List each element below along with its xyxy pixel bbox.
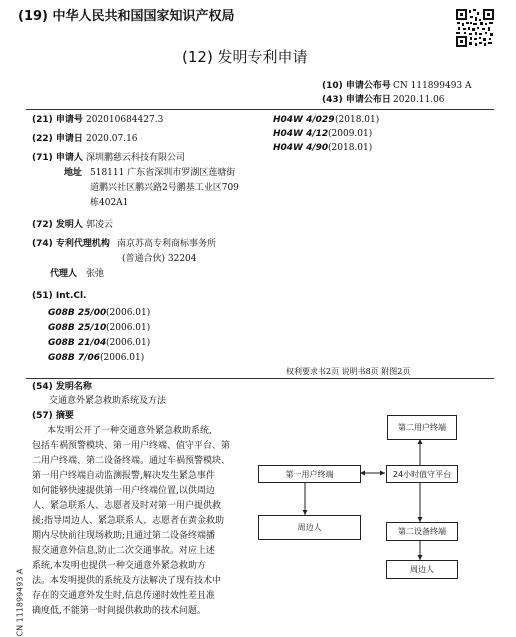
address-label: 地址 — [64, 168, 83, 178]
document-type: (12) 发明专利申请 — [182, 48, 308, 66]
abstract-line: 法。本发明提供的系统及方法解决了现有技术中 — [32, 576, 222, 586]
pub-no: CN 111899493 A — [393, 81, 472, 91]
diagram-box-second-device-terminal: 第二设备终端 — [386, 522, 458, 541]
address-line: 道鹏兴社区鹏兴路2号鹏基工业区709 — [90, 183, 239, 193]
abstract-label: (57) 摘要 — [32, 411, 74, 421]
address-line: 518111 广东省深圳市罗湖区莲塘街 — [90, 168, 236, 178]
ipc-year: (2018.01) — [335, 115, 380, 125]
diagram-box-nearby-people-2: 周边人 — [386, 560, 458, 579]
abstract-line: 确度低,不能第一时间提供救助的技术问题。 — [32, 606, 206, 616]
intcl-label: (51) Int.Cl. — [32, 291, 87, 301]
app-no: 202010684427.3 — [86, 115, 164, 125]
pub-no-label: (10) 申请公布号 — [322, 81, 391, 91]
ipc-code: H04W 4/029 — [273, 115, 335, 125]
ipc-year: (2018.01) — [328, 143, 373, 153]
ipc-code: H04W 4/90 — [273, 143, 329, 153]
abstract-line: 存在的交通意外发生时,信息传递时效性差且准 — [32, 591, 215, 601]
abstract-line: 第一用户终端自动监测报警,解决发生紧急事件 — [32, 471, 215, 481]
intcl-code: G08B 21/04 — [48, 338, 107, 348]
pub-date-label: (43) 申请公布日 — [322, 95, 391, 105]
diagram-box-nearby-people: 周边人 — [258, 515, 361, 540]
address-line: 栋402A1 — [90, 198, 129, 208]
abstract-line: 包括车祸预警模块、第一用户终端、值守平台、第 — [32, 441, 231, 451]
intcl-code: G08B 25/10 — [48, 323, 107, 333]
intcl-year: (2006.01) — [106, 323, 151, 333]
inventor: 郭凌云 — [86, 220, 114, 230]
invention-name-label: (54) 发明名称 — [32, 382, 92, 392]
abstract-line: 人、紧急联系人、志愿者及时对第一用户提供救 — [32, 501, 222, 511]
agent: 张弛 — [86, 269, 105, 279]
office-title: (19) 中华人民共和国国家知识产权局 — [18, 9, 235, 24]
abstract-line: 如何能够快速提供第一用户终端位置,以供周边 — [32, 486, 215, 496]
ipc-code: H04W 4/12 — [273, 129, 329, 139]
intcl-code: G08B 7/06 — [48, 353, 100, 363]
abstract-line: 二用户终端、第二设备终端。通过车祸预警模块、 — [32, 456, 231, 466]
diagram-box-first-user-terminal: 第一用户终端 — [258, 465, 361, 483]
diagram-box-duty-platform: 24小时值守平台 — [386, 465, 458, 483]
abstract-line: 本发明公开了一种交通意外紧急救助系统, — [47, 426, 212, 436]
ipc-year: (2009.01) — [328, 129, 373, 139]
side-pub-number: CN 111899493 A — [15, 568, 25, 637]
intcl-code: G08B 25/00 — [48, 308, 107, 318]
inventor-label: (72) 发明人 — [32, 220, 83, 230]
pub-date: 2020.11.06 — [393, 95, 445, 105]
agency-line: (普通合伙) 32204 — [122, 254, 197, 264]
intcl-year: (2006.01) — [106, 308, 151, 318]
applicant-label: (71) 申请人 — [32, 153, 83, 163]
agent-label: 代理人 — [50, 269, 78, 279]
abstract-line: 援;指导周边人、紧急联系人、志愿者在黄金救助 — [32, 516, 225, 526]
agency-label: (74) 专利代理机构 — [32, 239, 110, 249]
diagram-box-second-user-terminal: 第二用户终端 — [387, 415, 457, 440]
intcl-year: (2006.01) — [106, 338, 151, 348]
applicant: 深圳鹏慈云科技有限公司 — [86, 153, 186, 163]
agency-line: 南京苏高专利商标事务所 — [117, 239, 217, 249]
abstract-line: 系统,本发明也提供一种交通意外紧急救助方 — [32, 561, 206, 571]
invention-name: 交通意外紧急救助系统及方法 — [49, 396, 167, 406]
abstract-line: 期内尽快前往现场救助;且通过第二设备终端播 — [32, 531, 216, 541]
app-date: 2020.07.16 — [86, 134, 138, 144]
intcl-year: (2006.01) — [100, 353, 145, 363]
abstract-line: 报交通意外信息,防止二次交通事故。对应上述 — [32, 546, 215, 556]
page-info: 权利要求书2页 说明书8页 附图2页 — [286, 367, 411, 376]
app-no-label: (21) 申请号 — [32, 115, 83, 125]
app-date-label: (22) 申请日 — [32, 134, 83, 144]
